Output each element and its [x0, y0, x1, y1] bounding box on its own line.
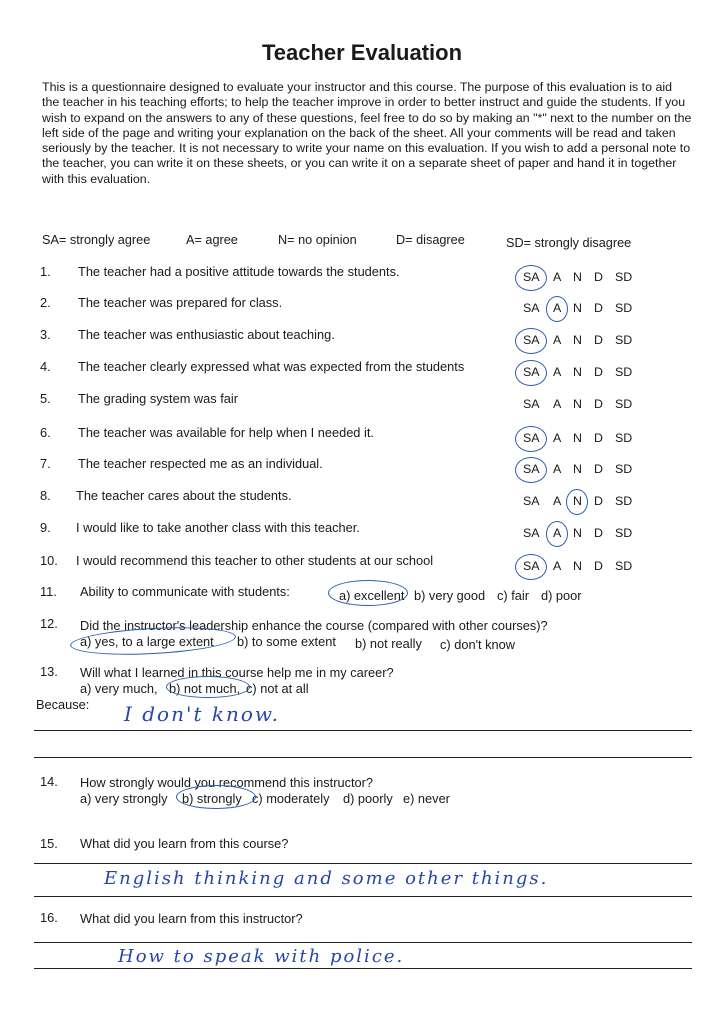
q12-text: Did the instructor's leadership enhance the course (compared with other courses)? — [80, 618, 548, 633]
q13-text: Will what I learned in this course help me in my career? — [80, 665, 394, 680]
question-text: The teacher clearly expressed what was expected from the students — [78, 359, 465, 374]
question-number: 1. — [40, 264, 51, 279]
rating-option-sa[interactable]: SA — [523, 431, 540, 445]
rating-option-n[interactable]: N — [573, 462, 582, 476]
question-text: The grading system was fair — [78, 391, 239, 406]
rating-option-sd[interactable]: SD — [615, 301, 633, 315]
rating-option-n[interactable]: N — [573, 365, 582, 379]
q15-answer-line-2 — [34, 896, 692, 897]
q14-number: 14. — [40, 774, 58, 789]
rating-option-d[interactable]: D — [594, 301, 603, 315]
q13-answer-circle — [166, 676, 250, 698]
legend-a: A= agree — [186, 233, 238, 247]
q16-answer-line-1 — [34, 942, 692, 943]
legend-sa: SA= strongly agree — [42, 233, 151, 247]
rating-option-n[interactable]: N — [573, 526, 582, 540]
question-number: 8. — [40, 488, 51, 503]
q11-text: Ability to communicate with students: — [80, 584, 290, 599]
rating-option-d[interactable]: D — [594, 270, 603, 284]
rating-option-d[interactable]: D — [594, 397, 603, 411]
rating-option-sd[interactable]: SD — [615, 333, 633, 347]
rating-option-n[interactable]: N — [573, 301, 582, 315]
q14-answer-circle — [176, 785, 256, 809]
q11-option-b[interactable]: b) very good — [414, 588, 486, 603]
rating-option-a[interactable]: A — [553, 333, 562, 347]
q15-number: 15. — [40, 836, 58, 851]
q15-handwritten-answer: English thinking and some other things. — [104, 868, 549, 889]
q14-option-b[interactable]: b) strongly — [182, 791, 242, 806]
rating-option-sd[interactable]: SD — [615, 462, 633, 476]
question-number: 5. — [40, 391, 51, 406]
question-number: 10. — [40, 553, 58, 568]
rating-option-a[interactable]: A — [553, 462, 562, 476]
q12-option-b[interactable]: b) to some extent — [237, 634, 336, 649]
rating-option-n[interactable]: N — [573, 333, 582, 347]
rating-option-d[interactable]: D — [594, 333, 603, 347]
q12-option-d[interactable]: c) don't know — [440, 637, 515, 652]
q11-option-a[interactable]: a) excellent — [339, 588, 405, 603]
q14-option-d[interactable]: d) poorly — [343, 791, 393, 806]
q11-answer-circle — [328, 580, 408, 606]
rating-option-n[interactable]: N — [573, 494, 582, 508]
rating-option-d[interactable]: D — [594, 365, 603, 379]
question-text: I would recommend this teacher to other students at our school — [76, 553, 434, 568]
question-number: 3. — [40, 327, 51, 342]
q12-option-a[interactable]: a) yes, to a large extent — [80, 634, 214, 649]
rating-option-d[interactable]: D — [594, 559, 603, 573]
answer-circle — [546, 521, 568, 547]
rating-option-sd[interactable]: SD — [615, 431, 633, 445]
q14-option-a[interactable]: a) very strongly — [80, 791, 168, 806]
rating-option-d[interactable]: D — [594, 526, 603, 540]
q13-handwritten-answer: I don't know. — [124, 702, 281, 726]
intro-paragraph: This is a questionnaire designed to evaluate your instructor and this course. The purpose of this evaluation is to aid the teacher in his teaching efforts; to help the teacher improve in order to better instruct and guide the students. If you wish to expand on the answers to any of these questions, feel free to do so by making an "*" next to the number on the left side of the page and writing your explanation on the back of the sheet. All your comments will be read and taken seriously by the teacher. It is not necessary to write your name on this evaluation. If you wish to add a personal note to the teacher, you can write it on these sheets, or you can write it on a separate sheet of paper and hand it in together with this evaluation. — [42, 80, 692, 186]
legend-sd: SD= strongly disagree — [506, 236, 632, 250]
legend-n: N= no opinion — [278, 233, 357, 247]
rating-option-n[interactable]: N — [573, 397, 582, 411]
q11-number: 11. — [40, 584, 57, 599]
rating-option-sd[interactable]: SD — [615, 270, 633, 284]
answer-circle — [546, 296, 568, 322]
q16-handwritten-answer: How to speak with police. — [118, 946, 405, 967]
rating-option-sa[interactable]: SA — [523, 333, 540, 347]
rating-option-a[interactable]: A — [553, 301, 562, 315]
answer-circle — [515, 457, 547, 483]
question-number: 7. — [40, 456, 51, 471]
q15-answer-line-1 — [34, 863, 692, 864]
q13-option-c[interactable]: c) not at all — [246, 681, 309, 696]
rating-option-a[interactable]: A — [553, 431, 562, 445]
legend-d: D= disagree — [396, 233, 465, 247]
answer-circle — [515, 426, 547, 452]
rating-option-d[interactable]: D — [594, 431, 603, 445]
rating-option-sd[interactable]: SD — [615, 397, 633, 411]
question-text: The teacher was available for help when I needed it. — [78, 425, 374, 440]
question-number: 4. — [40, 359, 51, 374]
rating-option-n[interactable]: N — [573, 559, 582, 573]
rating-option-a[interactable]: A — [553, 559, 562, 573]
q13-option-a[interactable]: a) very much, — [80, 681, 158, 696]
question-text: The teacher was enthusiastic about teaching. — [78, 327, 335, 342]
answer-circle — [566, 489, 588, 515]
rating-option-sa[interactable]: SA — [523, 462, 540, 476]
rating-option-a[interactable]: A — [553, 494, 562, 508]
q16-number: 16. — [40, 910, 58, 925]
rating-option-d[interactable]: D — [594, 462, 603, 476]
question-text: I would like to take another class with this teacher. — [76, 520, 360, 535]
q16-answer-line-2 — [34, 968, 692, 969]
question-text: The teacher had a positive attitude towards the students. — [78, 264, 400, 279]
q11-option-c[interactable]: c) fair — [497, 588, 529, 603]
q13-answer-line-2 — [34, 757, 692, 758]
rating-option-a[interactable]: A — [553, 397, 562, 411]
rating-option-d[interactable]: D — [594, 494, 603, 508]
answer-circle — [515, 554, 547, 580]
q14-text: How strongly would you recommend this instructor? — [80, 775, 374, 790]
answer-circle — [515, 265, 547, 291]
page-title: Teacher Evaluation — [261, 40, 463, 65]
rating-option-sa[interactable]: SA — [523, 494, 540, 508]
rating-option-a[interactable]: A — [553, 365, 562, 379]
rating-option-a[interactable]: A — [553, 526, 562, 540]
q13-because-label: Because: — [36, 697, 90, 712]
question-number: 6. — [40, 425, 51, 440]
answer-circle — [515, 360, 547, 386]
rating-option-sa[interactable]: SA — [523, 559, 540, 573]
rating-option-sa[interactable]: SA — [523, 526, 540, 540]
rating-option-n[interactable]: N — [573, 431, 582, 445]
q13-answer-line-1 — [34, 730, 692, 731]
question-text: The teacher respected me as an individual. — [78, 456, 323, 471]
q12-number: 12. — [40, 616, 58, 631]
rating-option-sd[interactable]: SD — [615, 559, 633, 573]
rating-option-sa[interactable]: SA — [523, 301, 540, 315]
rating-option-sa[interactable]: SA — [523, 397, 540, 411]
q11-option-d[interactable]: d) poor — [541, 588, 582, 603]
q15-text: What did you learn from this course? — [80, 836, 289, 851]
q16-text: What did you learn from this instructor? — [80, 911, 303, 926]
rating-option-sa[interactable]: SA — [523, 270, 540, 284]
rating-option-sa[interactable]: SA — [523, 365, 540, 379]
q13-number: 13. — [40, 664, 58, 679]
rating-option-a[interactable]: A — [553, 270, 562, 284]
q14-option-c[interactable]: c) moderately — [252, 791, 330, 806]
question-number: 9. — [40, 520, 51, 535]
answer-circle — [515, 328, 547, 354]
rating-option-sd[interactable]: SD — [615, 365, 633, 379]
rating-option-sd[interactable]: SD — [615, 494, 633, 508]
rating-option-sd[interactable]: SD — [615, 526, 633, 540]
q14-option-e[interactable]: e) never — [403, 791, 450, 806]
question-text: The teacher cares about the students. — [76, 488, 292, 503]
question-text: The teacher was prepared for class. — [78, 295, 283, 310]
rating-option-n[interactable]: N — [573, 270, 582, 284]
q13-option-b[interactable]: b) not much, — [169, 681, 241, 696]
q12-option-c[interactable]: b) not really — [355, 636, 422, 651]
question-number: 2. — [40, 295, 51, 310]
